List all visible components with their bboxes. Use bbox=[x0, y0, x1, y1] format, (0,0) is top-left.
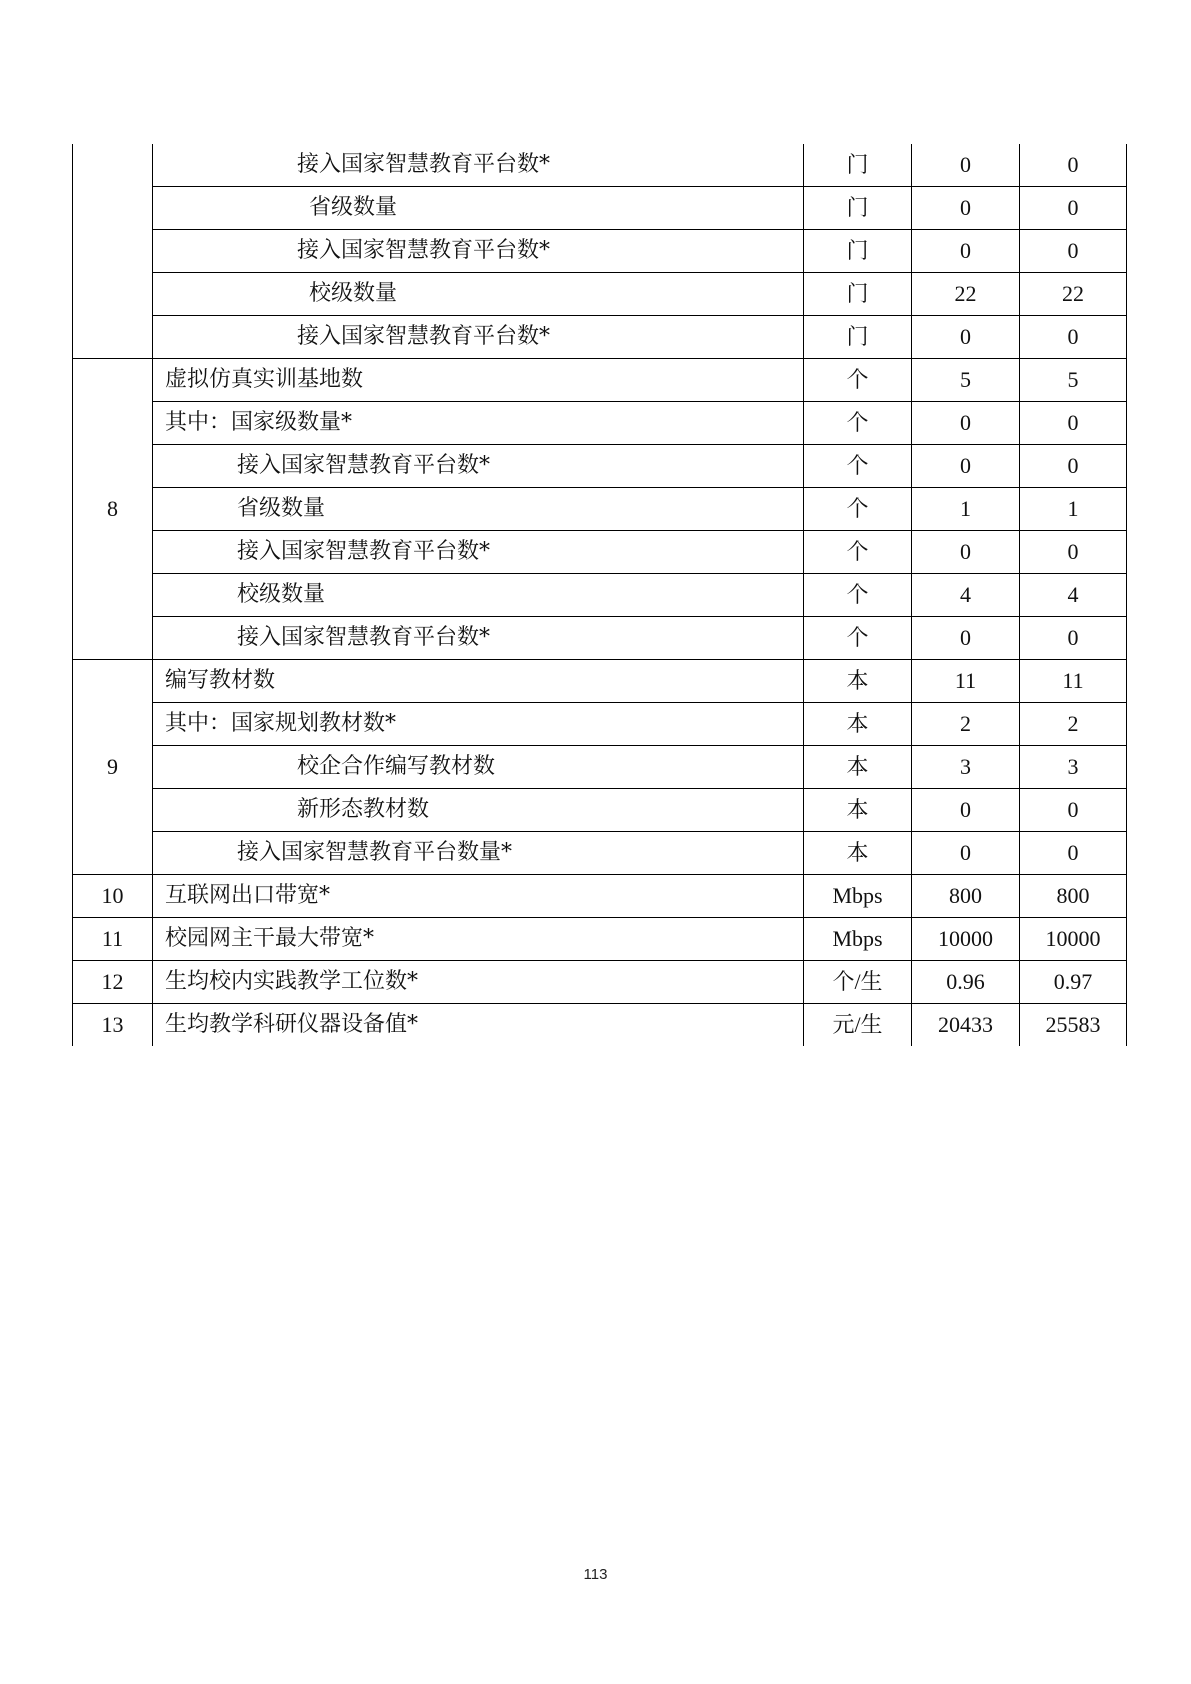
unit-cell: 门 bbox=[804, 187, 912, 230]
value-cell-curr-year: 11 bbox=[1020, 660, 1127, 703]
value-cell-curr-year: 22 bbox=[1020, 273, 1127, 316]
item-cell: 接入国家智慧教育平台数量* bbox=[153, 832, 804, 875]
table-row bbox=[73, 488, 1127, 531]
table-row bbox=[73, 273, 1127, 316]
unit-cell: Mbps bbox=[804, 875, 912, 918]
item-cell: 校级数量 bbox=[153, 273, 804, 316]
value-cell-prev-year: 0 bbox=[912, 832, 1020, 875]
unit-cell: 门 bbox=[804, 144, 912, 187]
value-cell-curr-year: 0 bbox=[1020, 832, 1127, 875]
table-row bbox=[73, 402, 1127, 445]
table-row bbox=[73, 230, 1127, 273]
value-cell-prev-year: 1 bbox=[912, 488, 1020, 531]
item-cell: 接入国家智慧教育平台数* bbox=[153, 617, 804, 660]
value-cell-prev-year: 0 bbox=[912, 316, 1020, 359]
table-row bbox=[73, 746, 1127, 789]
table-row bbox=[73, 316, 1127, 359]
data-table bbox=[72, 144, 1127, 1046]
value-cell-prev-year: 4 bbox=[912, 574, 1020, 617]
table-row bbox=[73, 660, 1127, 703]
table-row bbox=[73, 789, 1127, 832]
value-cell-prev-year: 11 bbox=[912, 660, 1020, 703]
value-cell-prev-year: 0 bbox=[912, 144, 1020, 187]
value-cell-prev-year: 20433 bbox=[912, 1004, 1020, 1047]
item-cell: 校级数量 bbox=[153, 574, 804, 617]
row-number-cell: 11 bbox=[73, 918, 153, 961]
unit-cell: 本 bbox=[804, 746, 912, 789]
value-cell-prev-year: 3 bbox=[912, 746, 1020, 789]
item-cell: 省级数量 bbox=[153, 488, 804, 531]
unit-cell: 本 bbox=[804, 789, 912, 832]
unit-cell: 门 bbox=[804, 230, 912, 273]
row-number-cell: 13 bbox=[73, 1004, 153, 1047]
unit-cell: Mbps bbox=[804, 918, 912, 961]
table-row bbox=[73, 359, 1127, 402]
item-cell: 虚拟仿真实训基地数 bbox=[153, 359, 804, 402]
item-cell: 省级数量 bbox=[153, 187, 804, 230]
value-cell-prev-year: 0 bbox=[912, 617, 1020, 660]
value-cell-curr-year: 0 bbox=[1020, 789, 1127, 832]
table-row bbox=[73, 617, 1127, 660]
unit-cell: 个 bbox=[804, 531, 912, 574]
table-row bbox=[73, 703, 1127, 746]
item-cell: 接入国家智慧教育平台数* bbox=[153, 316, 804, 359]
row-number-cell: 10 bbox=[73, 875, 153, 918]
item-cell: 生均校内实践教学工位数* bbox=[153, 961, 804, 1004]
value-cell-prev-year: 800 bbox=[912, 875, 1020, 918]
table-row bbox=[73, 445, 1127, 488]
value-cell-prev-year: 2 bbox=[912, 703, 1020, 746]
unit-cell: 个/生 bbox=[804, 961, 912, 1004]
value-cell-prev-year: 0 bbox=[912, 402, 1020, 445]
unit-cell: 本 bbox=[804, 660, 912, 703]
value-cell-curr-year: 0 bbox=[1020, 316, 1127, 359]
value-cell-prev-year: 0 bbox=[912, 445, 1020, 488]
value-cell-prev-year: 0 bbox=[912, 531, 1020, 574]
unit-cell: 个 bbox=[804, 488, 912, 531]
value-cell-curr-year: 2 bbox=[1020, 703, 1127, 746]
value-cell-prev-year: 0 bbox=[912, 789, 1020, 832]
row-number-cell bbox=[73, 144, 153, 359]
value-cell-curr-year: 5 bbox=[1020, 359, 1127, 402]
table-row bbox=[73, 1004, 1127, 1047]
value-cell-prev-year: 22 bbox=[912, 273, 1020, 316]
unit-cell: 个 bbox=[804, 617, 912, 660]
value-cell-prev-year: 10000 bbox=[912, 918, 1020, 961]
value-cell-prev-year: 5 bbox=[912, 359, 1020, 402]
table-row bbox=[73, 531, 1127, 574]
item-cell: 生均教学科研仪器设备值* bbox=[153, 1004, 804, 1047]
item-cell: 互联网出口带宽* bbox=[153, 875, 804, 918]
table-row bbox=[73, 961, 1127, 1004]
value-cell-prev-year: 0 bbox=[912, 230, 1020, 273]
unit-cell: 本 bbox=[804, 832, 912, 875]
row-number-cell: 8 bbox=[73, 359, 153, 660]
value-cell-curr-year: 0 bbox=[1020, 617, 1127, 660]
unit-cell: 个 bbox=[804, 574, 912, 617]
value-cell-curr-year: 3 bbox=[1020, 746, 1127, 789]
unit-cell: 本 bbox=[804, 703, 912, 746]
unit-cell: 门 bbox=[804, 316, 912, 359]
item-cell: 接入国家智慧教育平台数* bbox=[153, 445, 804, 488]
table-row bbox=[73, 918, 1127, 961]
unit-cell: 个 bbox=[804, 445, 912, 488]
value-cell-curr-year: 1 bbox=[1020, 488, 1127, 531]
value-cell-curr-year: 0 bbox=[1020, 445, 1127, 488]
value-cell-curr-year: 10000 bbox=[1020, 918, 1127, 961]
unit-cell: 门 bbox=[804, 273, 912, 316]
unit-cell: 个 bbox=[804, 359, 912, 402]
table-row bbox=[73, 832, 1127, 875]
page-number: 113 bbox=[583, 1566, 608, 1583]
value-cell-prev-year: 0 bbox=[912, 187, 1020, 230]
value-cell-curr-year: 0 bbox=[1020, 531, 1127, 574]
value-cell-curr-year: 0.97 bbox=[1020, 961, 1127, 1004]
table-row bbox=[73, 875, 1127, 918]
unit-cell: 个 bbox=[804, 402, 912, 445]
item-cell: 接入国家智慧教育平台数* bbox=[153, 144, 804, 187]
value-cell-curr-year: 800 bbox=[1020, 875, 1127, 918]
item-cell: 接入国家智慧教育平台数* bbox=[153, 531, 804, 574]
item-cell: 校园网主干最大带宽* bbox=[153, 918, 804, 961]
item-cell: 其中：国家级数量* bbox=[153, 402, 804, 445]
value-cell-curr-year: 0 bbox=[1020, 144, 1127, 187]
table-row bbox=[73, 144, 1127, 187]
value-cell-prev-year: 0.96 bbox=[912, 961, 1020, 1004]
value-cell-curr-year: 25583 bbox=[1020, 1004, 1127, 1047]
value-cell-curr-year: 0 bbox=[1020, 230, 1127, 273]
table-row bbox=[73, 187, 1127, 230]
value-cell-curr-year: 4 bbox=[1020, 574, 1127, 617]
unit-cell: 元/生 bbox=[804, 1004, 912, 1047]
value-cell-curr-year: 0 bbox=[1020, 402, 1127, 445]
item-cell: 编写教材数 bbox=[153, 660, 804, 703]
item-cell: 校企合作编写教材数 bbox=[153, 746, 804, 789]
row-number-cell: 9 bbox=[73, 660, 153, 875]
item-cell: 其中：国家规划教材数* bbox=[153, 703, 804, 746]
row-number-cell: 12 bbox=[73, 961, 153, 1004]
value-cell-curr-year: 0 bbox=[1020, 187, 1127, 230]
table-row bbox=[73, 574, 1127, 617]
item-cell: 新形态教材数 bbox=[153, 789, 804, 832]
item-cell: 接入国家智慧教育平台数* bbox=[153, 230, 804, 273]
